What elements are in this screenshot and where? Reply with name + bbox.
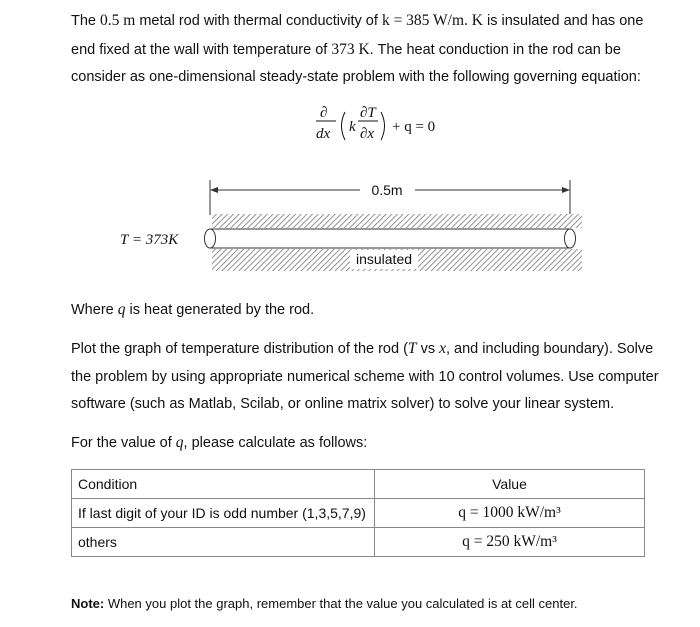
length-label: 0.5m	[371, 182, 403, 198]
eq-partial: ∂	[320, 105, 328, 121]
where-line: Where q is heat generated by the rod.	[71, 301, 315, 318]
wall-temperature: 373 K	[331, 40, 370, 58]
row-condition: others	[72, 528, 375, 557]
intro-line-2: end fixed at the wall with temperature of 373 K. The heat conduction in the rod can be	[71, 40, 621, 58]
header-value: Value	[375, 470, 645, 499]
insulated-label: insulated	[355, 251, 413, 267]
eq-dx2: ∂x	[360, 126, 375, 142]
dimension-arrow-right	[562, 187, 570, 193]
conductivity-value: k = 385 W/m. K	[381, 12, 483, 29]
row-condition: If last digit of your ID is odd number (1,3,5,7,9)	[72, 499, 375, 528]
task-line-1: Plot the graph of temperature distribution of the rod (T vs x, and including boundary). Solve	[71, 340, 654, 357]
q-prompt: For the value of q, please calculate as follows:	[71, 434, 368, 451]
table-row	[72, 528, 645, 557]
note-text: When you plot the graph, remember that the value you calculated is at cell center.	[104, 596, 578, 611]
rod-length: 0.5 m	[100, 12, 136, 29]
note	[71, 596, 578, 611]
header-condition: Condition	[72, 470, 375, 499]
note-label: Note:	[71, 596, 105, 611]
eq-dT: ∂T	[360, 105, 376, 121]
task-paragraph	[71, 335, 661, 419]
insulation-top	[212, 214, 582, 228]
intro-line-3: consider as one-dimensional steady-state problem with the following governing equation:	[71, 69, 641, 85]
eq-k: k	[349, 119, 356, 135]
task-line-3: software (such as Matlab, Scilab, or online matrix solver) to solve your linear system.	[71, 396, 615, 412]
intro-line-1: The 0.5 m metal rod with thermal conductivity of k = 385 W/m. K is insulated and has one	[71, 12, 644, 29]
boundary-temperature: T = 373K	[120, 232, 179, 248]
rod-diagram	[0, 0, 700, 290]
rod-end-left	[205, 229, 216, 248]
rod-body	[210, 229, 570, 248]
table-row	[72, 499, 645, 528]
dimension-arrow-left	[210, 187, 218, 193]
q-value-table	[71, 469, 645, 557]
row-value: q = 250 kW/m³	[375, 528, 645, 557]
task-line-2: the problem by using appropriate numerical scheme with 10 control volumes. Use computer	[71, 368, 659, 385]
row-value: q = 1000 kW/m³	[375, 499, 645, 528]
eq-dx: dx	[316, 126, 331, 142]
eq-rest: + q = 0	[392, 119, 436, 135]
rod-end-right	[565, 229, 576, 248]
table-header-row	[72, 470, 645, 499]
